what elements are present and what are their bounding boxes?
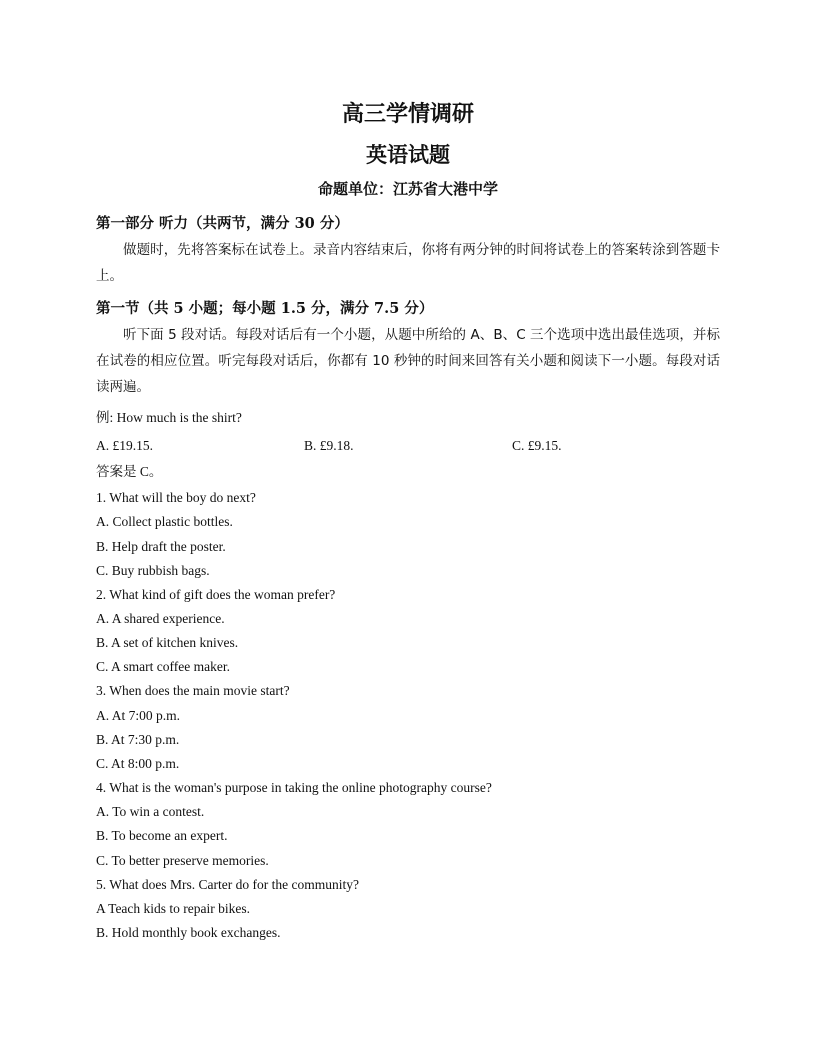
question-4: 4. What is the woman's purpose in taking the online photography course? — [96, 780, 492, 795]
page-subtitle: 英语试题 — [366, 142, 450, 167]
question-1-option-c: C. Buy rubbish bags. — [96, 563, 210, 578]
question-2-option-c: C. A smart coffee maker. — [96, 659, 230, 674]
question-3-option-c: C. At 8:00 p.m. — [96, 756, 180, 771]
example-question: 例: How much is the shirt? — [96, 410, 242, 425]
question-4-option-c: C. To better preserve memories. — [96, 853, 269, 868]
question-3-option-b: B. At 7:30 p.m. — [96, 732, 180, 747]
section1-heading: 第一节（共 5 小题；每小题 1.5 分，满分 7.5 分） — [96, 300, 434, 317]
example-answer: 答案是 C。 — [96, 464, 163, 479]
part1-heading: 第一部分 听力（共两节，满分 30 分） — [96, 215, 349, 232]
part1-instructions: 做题时，先将答案标在试卷上。录音内容结束后，你将有两分钟的时间将试卷上的答案转涂到答题卡上。 — [96, 242, 720, 284]
example-option-a: A. £19.15. — [96, 438, 153, 453]
question-5: 5. What does Mrs. Carter do for the community? — [96, 877, 359, 892]
section1-instructions: 听下面 5 段对话。每段对话后有一个小题，从题中所给的 A、B、C 三个选项中选出最佳选项，并标在试卷的相应位置。听完每段对话后，你都有 10 秒钟的时间来回答有关小题和阅读下一小题。每段对话读两遍。 — [96, 327, 720, 395]
question-3-option-a: A. At 7:00 p.m. — [96, 708, 181, 723]
question-2-option-b: B. A set of kitchen knives. — [96, 635, 239, 650]
question-2-option-a: A. A shared experience. — [96, 611, 225, 626]
example-option-b: B. £9.18. — [304, 438, 354, 453]
author-unit: 命题单位：江苏省大港中学 — [317, 180, 498, 198]
question-4-option-a: A. To win a contest. — [96, 804, 205, 819]
question-5-option-b: B. Hold monthly book exchanges. — [96, 925, 281, 940]
question-1: 1. What will the boy do next? — [96, 490, 256, 505]
question-4-option-b: B. To become an expert. — [96, 828, 228, 843]
question-2: 2. What kind of gift does the woman prefer? — [96, 587, 336, 602]
example-option-c: C. £9.15. — [512, 438, 562, 453]
question-5-option-a: A Teach kids to repair bikes. — [96, 901, 251, 916]
question-1-option-b: B. Help draft the poster. — [96, 539, 226, 554]
question-1-option-a: A. Collect plastic bottles. — [96, 514, 233, 529]
question-3: 3. When does the main movie start? — [96, 683, 290, 698]
page-title: 高三学情调研 — [341, 101, 474, 127]
